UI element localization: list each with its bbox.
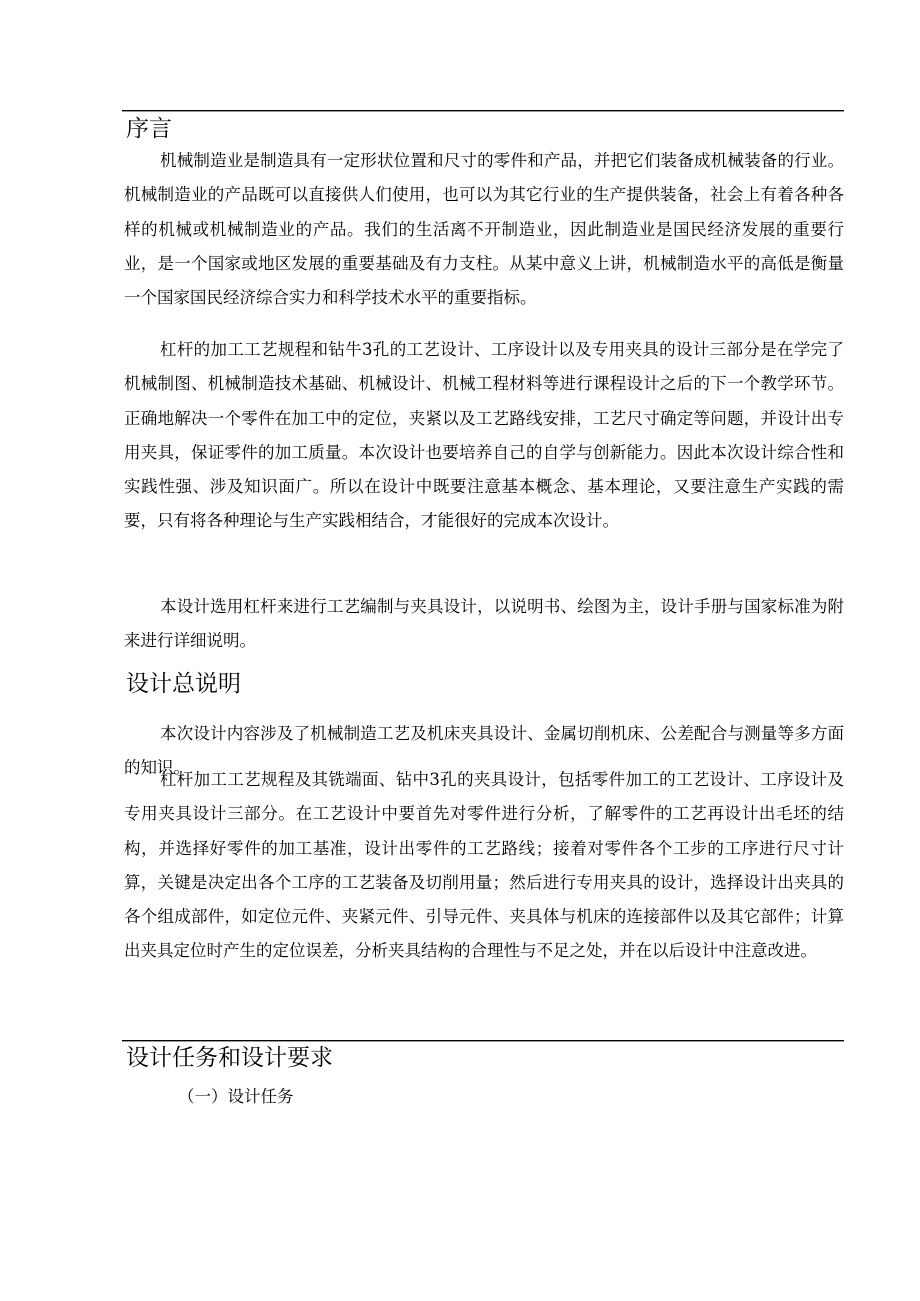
preface-heading: 序言 (126, 116, 172, 142)
preface-paragraph-1: 机械制造业是制造具有一定形状位置和尺寸的零件和产品，并把它们装备成机械装备的行业。机械制造业的产品既可以直接供人们使用，也可以为其它行业的生产提供装备，社会上有着各种各样的机械或机械制造业的产品。我们的生活离不开制造业，因此制造业是国民经济发展的重要行业，是一个国家或地区发展的重要基础及有力支柱。从某中意义上讲，机械制造水平的高低是衡量一个国家国民经济综合实力和科学技术水平的重要指标。 (124, 151, 844, 308)
section-rule (122, 1040, 844, 1042)
overview-heading: 设计总说明 (126, 671, 241, 697)
overview-paragraph-2: 杠杆加工工艺规程及其铣端面、钻中3孔的夹具设计，包括零件加工的工艺设计、工序设计及专用夹具设计三部分。在工艺设计中要首先对零件进行分析，了解零件的工艺再设计出毛坯的结构，并选择好零件的加工基准，设计出零件的工艺路线；接着对零件各个工步的工序进行尺寸计算，关键是决定出各个工序的工艺装备及切削用量；然后进行专用夹具的设计，选择设计出夹具的各个组成部件，如定位元件、夹紧元件、引导元件、夹具体与机床的连接部件以及其它部件；计算出夹具定位时产生的定位误差，分析夹具结构的合理性与不足之处，并在以后设计中注意改进。 (124, 770, 844, 961)
tasks-subheading: （一）设计任务 (178, 1087, 294, 1106)
preface-paragraph-3: 本设计选用杠杆来进行工艺编制与夹具设计，以说明书、绘图为主，设计手册与国家标准为附来进行详细说明。 (124, 597, 844, 651)
tasks-heading: 设计任务和设计要求 (126, 1045, 333, 1071)
header-rule (122, 110, 844, 112)
overview-paragraph-1: 本次设计内容涉及了机械制造工艺及机床夹具设计、金属切削机床、公差配合与测量等多方面的知识。 (124, 724, 844, 778)
preface-paragraph-2: 杠杆的加工工艺规程和钻牛3孔的工艺设计、工序设计以及专用夹具的设计三部分是在学完了机械制图、机械制造技术基础、机械设计、机械工程材料等进行课程设计之后的下一个教学环节。正确地解决一个零件在加工中的定位，夹紧以及工艺路线安排，工艺尺寸确定等问题，并设计出专用夹具，保证零件的加工质量。本次设计也要培养自己的自学与创新能力。因此本次设计综合性和实践性强、涉及知识面广。所以在设计中既要注意基本概念、基本理论，又要注意生产实践的需要，只有将各种理论与生产实践相结合，才能很好的完成本次设计。 (124, 340, 844, 531)
